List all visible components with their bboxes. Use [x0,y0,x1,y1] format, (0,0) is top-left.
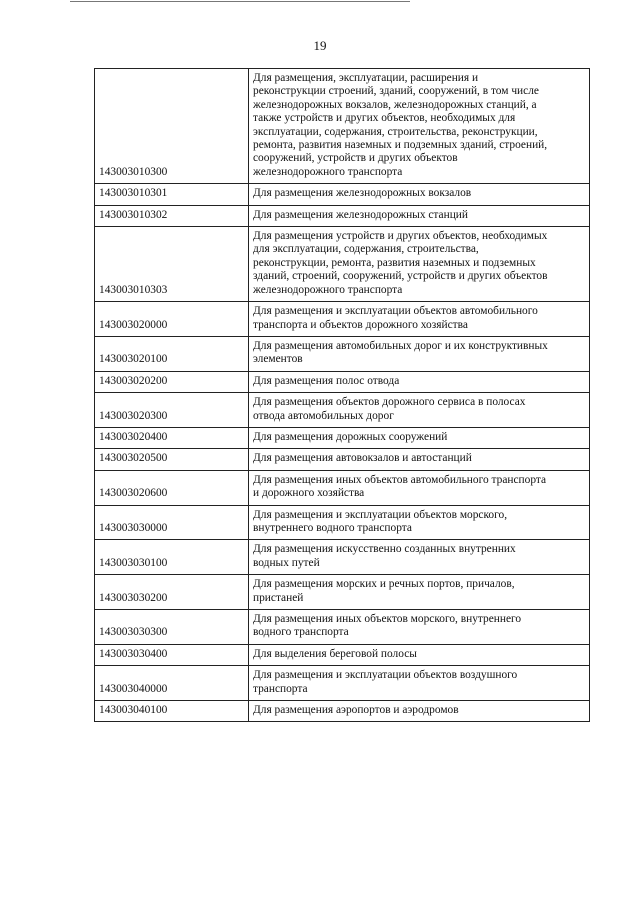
table-row [95,393,590,428]
description-line: Для размещения автовокзалов и автостанций [253,452,472,465]
table-row [95,575,590,610]
description-line: внутреннего водного транспорта [253,521,412,534]
description-line: Для размещения, эксплуатации, расширения и [253,72,479,84]
code-cell: 143003040000 [95,666,249,701]
description-cell [249,470,590,505]
description-line: пристаней [253,591,304,604]
description-line: зданий, строений, сооружений, устройств и других объектов [253,270,548,283]
description-cell [249,666,590,701]
code-cell: 143003030200 [95,575,249,610]
description-line: Для размещения искусственно созданных внутренних [253,543,516,556]
table-body [95,69,590,722]
code-cell: 143003030100 [95,540,249,575]
code-cell: 143003010300 [95,69,249,184]
description-line: и дорожного хозяйства [253,487,365,500]
description-line: сооружений, устройств и других объектов [253,152,458,165]
classification-table [94,68,590,722]
description-cell [249,69,590,184]
description-line: реконструкции строений, зданий, сооружений, в том числе [253,85,539,98]
description-cell [249,227,590,302]
description-line: Для размещения и эксплуатации объектов морского, [253,508,508,521]
table-row [95,227,590,302]
table-row [95,449,590,470]
table-row [95,505,590,540]
description-line: Для размещения и эксплуатации объектов автомобильного [253,305,538,318]
description-line: железнодорожного транспорта [253,283,403,296]
description-line: транспорта и объектов дорожного хозяйства [253,318,468,331]
top-rule [70,1,410,2]
description-cell [249,205,590,226]
code-cell: 143003030000 [95,505,249,540]
description-cell [249,644,590,665]
description-line: Для размещения аэропортов и аэродромов [253,704,459,717]
table-row [95,205,590,226]
table-row [95,69,590,184]
description-line: Для размещения железнодорожных станций [253,208,468,221]
code-cell: 143003020400 [95,427,249,448]
description-line: эксплуатации, содержания, строительства, реконструкции, [253,125,538,138]
description-cell [249,393,590,428]
code-cell: 143003010301 [95,184,249,205]
description-line: железнодорожных вокзалов, железнодорожных станций, а [253,98,537,111]
description-line: транспорта [253,682,308,695]
description-cell [249,505,590,540]
description-line: Для размещения дорожных сооружений [253,430,448,443]
description-cell [249,701,590,722]
code-cell: 143003040100 [95,701,249,722]
description-line: Для выделения береговой полосы [253,647,417,660]
table-row [95,610,590,645]
description-cell [249,610,590,645]
description-line: железнодорожного транспорта [253,165,403,178]
code-cell: 143003020000 [95,302,249,337]
description-cell [249,449,590,470]
code-cell: 143003010302 [95,205,249,226]
code-cell: 143003010303 [95,227,249,302]
table-row [95,371,590,392]
description-line: Для размещения полос отвода [253,374,400,387]
description-line: элементов [253,353,303,366]
description-line: Для размещения устройств и других объектов, необходимых [253,230,548,243]
code-cell: 143003020500 [95,449,249,470]
description-cell [249,540,590,575]
code-cell: 143003020300 [95,393,249,428]
description-line: Для размещения автомобильных дорог и их конструктивных [253,339,548,352]
table-row [95,302,590,337]
table-row [95,336,590,371]
code-cell: 143003020200 [95,371,249,392]
description-cell [249,427,590,448]
description-line: Для размещения железнодорожных вокзалов [253,187,472,200]
description-line: водных путей [253,556,320,569]
description-line: Для размещения объектов дорожного сервиса в полосах [253,396,526,409]
code-cell: 143003020600 [95,470,249,505]
table-row [95,666,590,701]
code-cell: 143003030400 [95,644,249,665]
code-cell: 143003030300 [95,610,249,645]
description-line: Для размещения иных объектов автомобильного транспорта [253,473,547,486]
description-line: водного транспорта [253,626,349,639]
page-number: 19 [313,38,327,53]
description-line: реконструкции, ремонта, развития наземных и подземных [253,256,536,269]
description-cell [249,336,590,371]
description-line: Для размещения иных объектов морского, внутреннего [253,613,522,625]
description-cell [249,575,590,610]
code-cell: 143003020100 [95,336,249,371]
table-row [95,427,590,448]
description-line: также устройств и других объектов, необходимых для [253,112,516,125]
table-row [95,540,590,575]
description-line: Для размещения морских и речных портов, причалов, [253,578,515,591]
description-cell [249,371,590,392]
description-cell [249,302,590,337]
description-line: Для размещения и эксплуатации объектов воздушного [253,669,518,682]
description-cell [249,184,590,205]
table-row [95,470,590,505]
description-line: для эксплуатации, содержания, строительства, [253,243,479,256]
table-row [95,184,590,205]
table-row [95,644,590,665]
description-line: отвода автомобильных дорог [253,409,394,422]
table-row [95,701,590,722]
description-line: ремонта, развития наземных и подземных зданий, строений, [253,139,548,152]
